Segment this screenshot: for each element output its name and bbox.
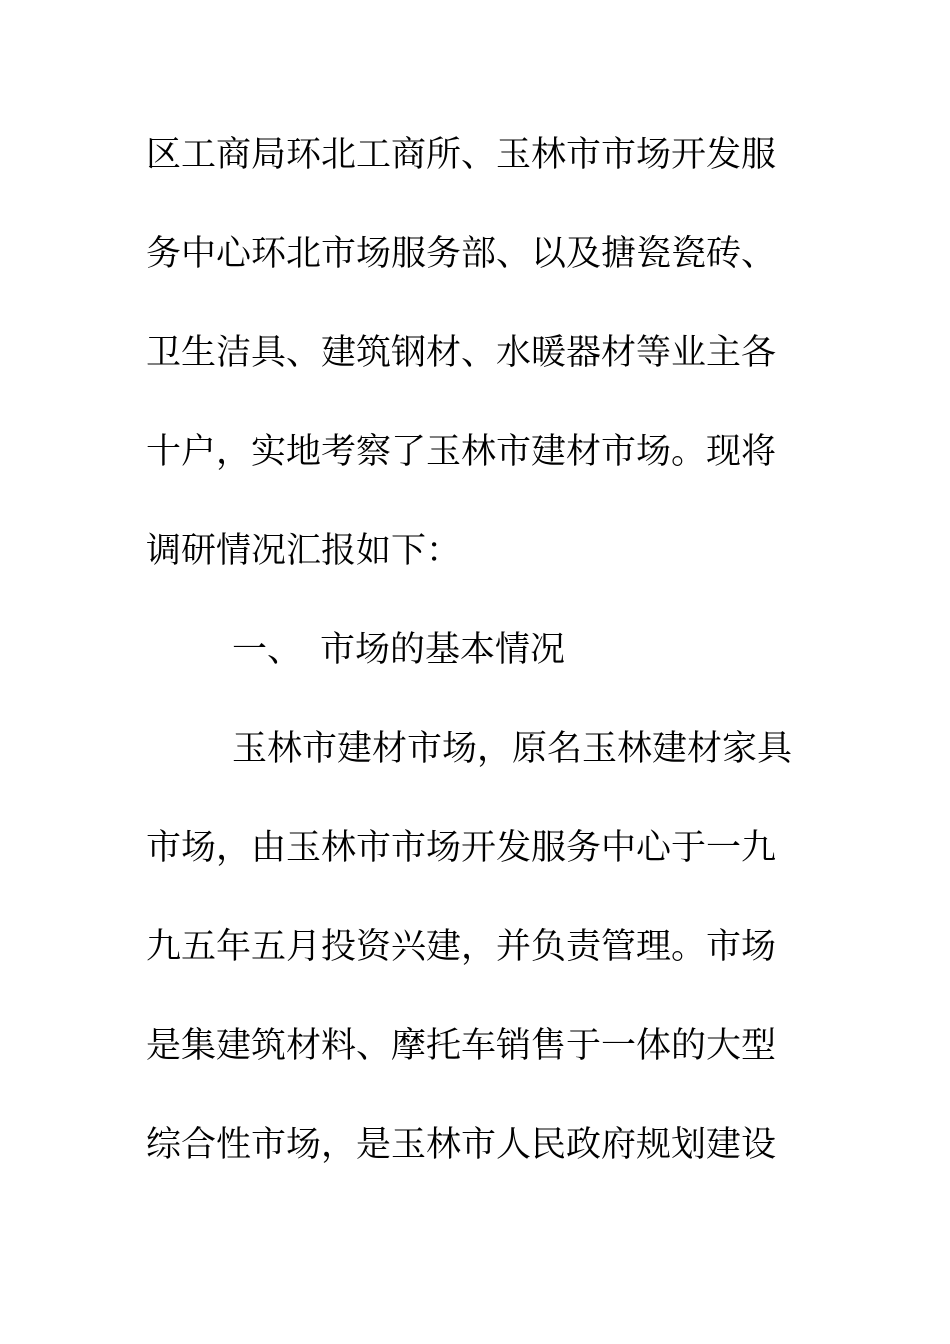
paragraph-line: 玉林市建材市场，原名玉林建材家具 bbox=[232, 729, 793, 769]
section-heading-number: 一、 bbox=[232, 630, 303, 670]
paragraph-line: 十户，实地考察了玉林市建材市场。现将 bbox=[146, 432, 777, 472]
paragraph-line: 九五年五月投资兴建，并负责管理。市场 bbox=[146, 927, 777, 967]
paragraph-line: 是集建筑材料、摩托车销售于一体的大型 bbox=[146, 1026, 777, 1066]
paragraph-line: 务中心环北市场服务部、以及搪瓷瓷砖、 bbox=[146, 234, 777, 274]
paragraph-line: 调研情况汇报如下： bbox=[146, 531, 462, 571]
section-heading-title: 市场的基本情况 bbox=[320, 630, 566, 670]
paragraph-line: 综合性市场，是玉林市人民政府规划建设 bbox=[146, 1125, 777, 1165]
paragraph-line: 市场，由玉林市市场开发服务中心于一九 bbox=[146, 828, 777, 868]
paragraph-line: 区工商局环北工商所、玉林市市场开发服 bbox=[146, 135, 777, 175]
paragraph-line: 卫生洁具、建筑钢材、水暖器材等业主各 bbox=[146, 333, 777, 373]
section-heading bbox=[232, 630, 565, 670]
